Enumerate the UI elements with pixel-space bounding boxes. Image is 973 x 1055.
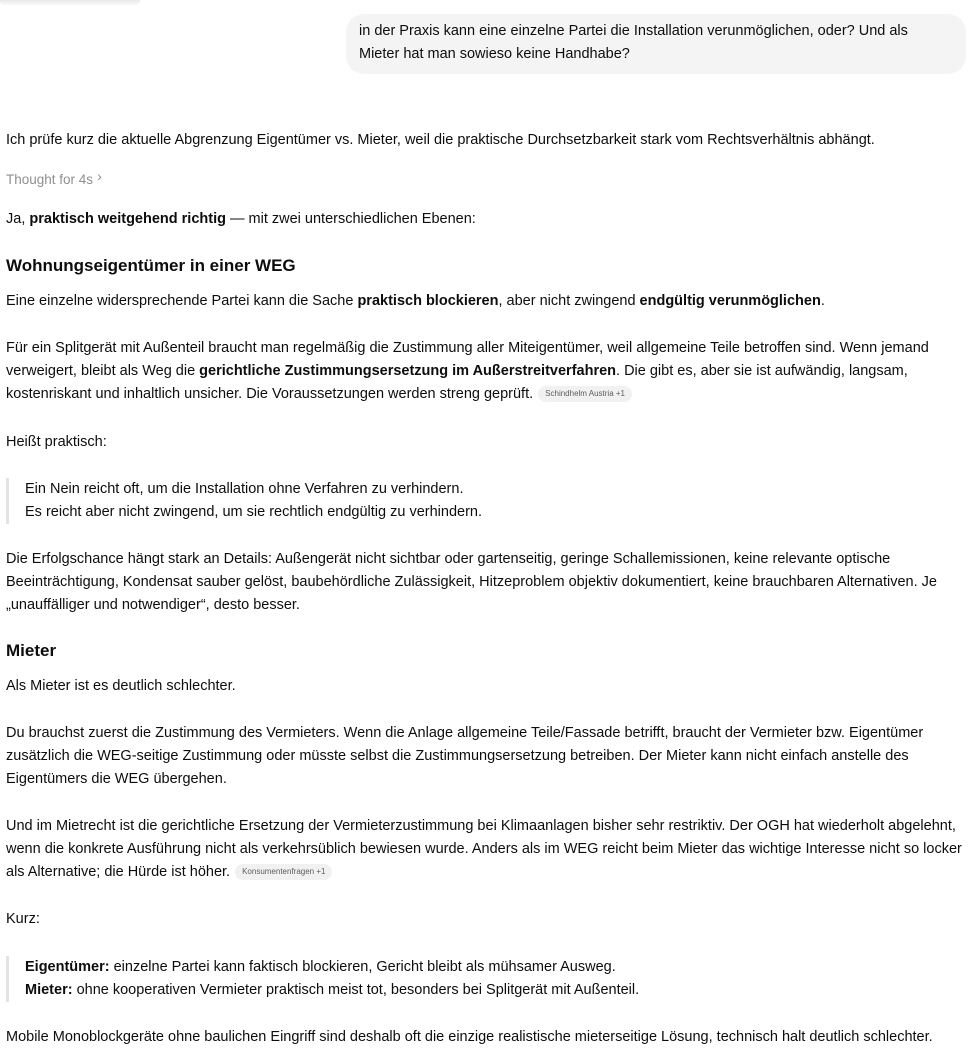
summary-line-mieter [25, 979, 956, 1002]
source-citation-badge[interactable]: Schindhelm Austria +1 [538, 386, 632, 402]
weg-paragraph-3: Heißt praktisch: [6, 434, 107, 450]
weg-paragraph-2 [6, 337, 968, 406]
mieter-paragraph-4: Kurz: [6, 911, 40, 927]
summary-blockquote [6, 956, 956, 1002]
status-line: Ich prüfe kurz die aktuelle Abgrenzung Eigentümer vs. Mieter, weil die praktische Durchsetzbarkeit stark vom Rechtsverhältnis abhängt. [6, 132, 875, 148]
chevron-right-icon: › [97, 168, 102, 184]
weg-quote-line-1: Ein Nein reicht oft, um die Installation ohne Verfahren zu verhindern. [25, 481, 464, 497]
intro-text-2: — mit zwei unterschiedlichen Ebenen: [225, 211, 476, 227]
mieter-paragraph-3 [6, 815, 968, 884]
weg-p2-bold: gerichtliche Zustimmungsersetzung im Außerstreitverfahren [199, 363, 617, 379]
user-message-text: in der Praxis kann eine einzelne Partei die Installation verunmöglichen, oder? Und als Mieter hat man sowieso keine Handhabe? [359, 23, 908, 62]
intro-paragraph [6, 208, 968, 231]
weg-p1-bold-1: praktisch blockieren [357, 293, 499, 309]
summary-label-eigentuemer: Eigentümer: [25, 959, 110, 975]
weg-p2-text-2: . Die gibt es, aber sie ist aufwändig, langsam, kostenriskant und inhaltlich unsicher. Die Voraussetzungen werden streng geprüft. [6, 363, 908, 402]
weg-p1-bold-2: endgültig verunmöglichen [639, 293, 821, 309]
weg-quote-line-2: Es reicht aber nicht zwingend, um sie rechtlich endgültig zu verhindern. [25, 504, 482, 520]
thought-toggle[interactable] [6, 168, 102, 191]
mieter-p3-text: Und im Mietrecht ist die gerichtliche Ersetzung der Vermieterzustimmung bei Klimaanlagen bisher sehr restriktiv. Der OGH hat wiederholt abgelehnt, wenn die konkrete Ausführung nicht als verkehrsüblich bewiesen wurde. Anders als im WEG reicht beim Mieter das wichtige Interesse nicht so locker als Alternative; die Hürde ist höher. [6, 818, 962, 880]
mieter-paragraph-1: Als Mieter ist es deutlich schlechter. [6, 678, 236, 694]
intro-text-1: Ja, [6, 211, 30, 227]
mieter-paragraph-2: Du brauchst zuerst die Zustimmung des Vermieters. Wenn die Anlage allgemeine Teile/Fassade betrifft, braucht der Vermieter bzw. Eigentümer zusätzlich die WEG-seitige Zustimmung oder müsste selbst die Zustimmungsersetzung betreiben. Der Mieter kann nicht einfach anstelle des Eigentümers die WEG übergehen. [6, 725, 924, 787]
heading-mieter: Mieter [6, 641, 57, 660]
previous-content-edge [0, 0, 140, 6]
weg-blockquote [6, 478, 956, 524]
user-message-bubble [346, 14, 966, 74]
weg-p1-text-2: , aber nicht zwingend [498, 293, 640, 309]
weg-paragraph-4: Die Erfolgschance hängt stark an Details: Außengerät nicht sichtbar oder gartenseitig, geringe Schallemissionen, keine relevante optische Beeinträchtigung, Kondensat sauber gelöst, baubehördliche Zulässigkeit, Hitzeproblem objektiv dokumentiert, keine brauchbaren Alternativen. Je „unauffälliger und notwendiger“, desto besser. [6, 551, 937, 613]
weg-paragraph-1 [6, 290, 968, 313]
summary-text-eigentuemer: einzelne Partei kann faktisch blockieren, Gericht bleibt als mühsamer Ausweg. [109, 959, 616, 975]
summary-line-eigentuemer [25, 956, 956, 979]
summary-label-mieter: Mieter: [25, 982, 73, 998]
summary-text-mieter: ohne kooperativen Vermieter praktisch meist tot, besonders bei Splitgerät mit Außenteil. [72, 982, 640, 998]
weg-p2-text-1: Für ein Splitgerät mit Außenteil braucht man regelmäßig die Zustimmung aller Miteigentümer, weil allgemeine Teile betroffen sind. Wenn jemand verweigert, bleibt als Weg die [6, 340, 929, 379]
weg-p1-text-1: Eine einzelne widersprechende Partei kann die Sache [6, 293, 358, 309]
weg-p1-text-3: . [820, 293, 825, 309]
mieter-paragraph-5: Mobile Monoblockgeräte ohne baulichen Eingriff sind deshalb oft die einzige realistische mieterseitige Lösung, technisch halt deutlich schlechter. [6, 1029, 933, 1045]
thought-label: Thought for 4s [6, 172, 94, 187]
source-citation-badge[interactable]: Konsumentenfragen +1 [235, 864, 332, 880]
intro-bold: praktisch weitgehend richtig [29, 211, 226, 227]
heading-weg: Wohnungseigentümer in einer WEG [6, 256, 296, 275]
